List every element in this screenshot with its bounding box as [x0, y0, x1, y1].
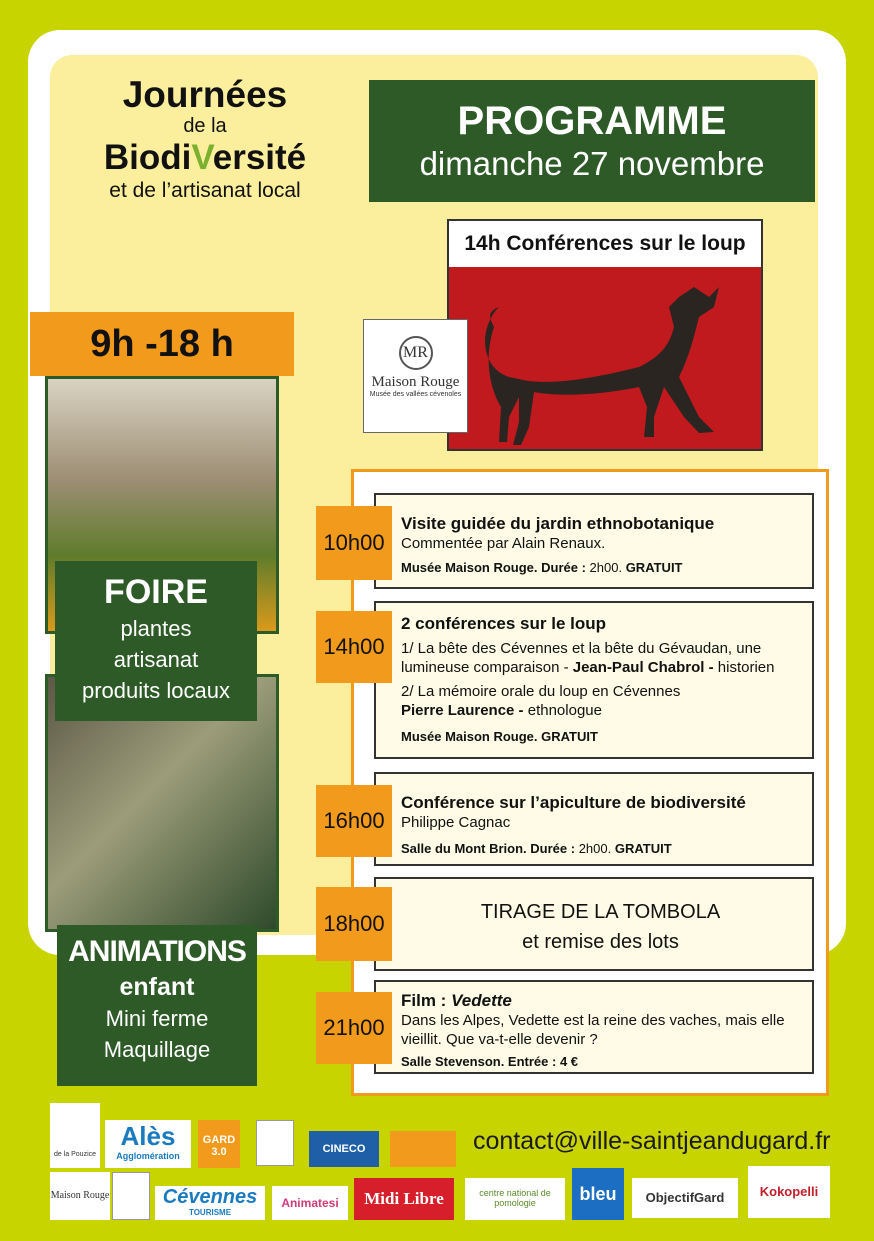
- event-description: Commentée par Alain Renaux.: [401, 535, 606, 552]
- mr-monogram-icon: MR: [399, 336, 433, 370]
- animations-item: Maquillage: [103, 1037, 211, 1062]
- leaf-icon: V: [191, 138, 213, 177]
- event-location: Salle Stevenson. Entrée : 4 €: [401, 1054, 579, 1069]
- brand-line-3: [60, 137, 350, 179]
- brand-word-end: ersité: [212, 138, 307, 177]
- event-description: 1/ La bête des Cévennes et la bête du Gévaudan, une lumineuse comparaison - Jean-Paul Chabrol - historien: [401, 640, 775, 676]
- programme-date: dimanche 27 novembre: [419, 145, 765, 182]
- animations-title: ANIMATIONS: [68, 935, 246, 968]
- event-title: Film : Vedette: [401, 991, 512, 1010]
- maison-rouge-logo: [363, 319, 468, 433]
- event-card: [374, 980, 814, 1074]
- event-title: Conférence sur l’apiculture de biodiversité: [401, 793, 746, 812]
- sun-logo: [390, 1131, 456, 1167]
- event-time: 21h00: [316, 992, 392, 1064]
- event-location: Musée Maison Rouge. GRATUIT: [401, 729, 598, 744]
- animations-item: Mini ferme: [105, 1006, 209, 1031]
- tower-logo: [112, 1172, 150, 1220]
- event-description: Dans les Alpes, Vedette est la reine des vaches, mais elle vieillit. Que va-t-elle devenir ?: [401, 1012, 785, 1048]
- brand-line-2: de la: [183, 115, 227, 137]
- ales-logo: Alès Agglomération: [105, 1120, 191, 1168]
- wolf-icon: [449, 267, 761, 449]
- brand-word-start: Biodi: [103, 138, 192, 177]
- event-location: Musée Maison Rouge. Durée : 2h00. GRATUIT: [401, 560, 683, 575]
- cevennes-logo: Cévennes TOURISME: [155, 1186, 265, 1220]
- foire-title: FOIRE: [104, 573, 208, 611]
- kokopelli-logo: Kokopelli: [748, 1166, 830, 1218]
- maison-rouge-small-logo: Maison Rouge: [50, 1172, 110, 1220]
- event-card: [374, 493, 814, 589]
- programme-title: PROGRAMME: [457, 99, 727, 143]
- animations-subtitle: enfant: [119, 973, 195, 1001]
- foire-box: [55, 561, 257, 721]
- event-time: 18h00: [316, 887, 392, 961]
- tombola-line: TIRAGE DE LA TOMBOLA: [480, 901, 721, 923]
- event-card: [374, 877, 814, 971]
- event-brand: [60, 75, 350, 203]
- event-time: 10h00: [316, 506, 392, 580]
- event-description: 2/ La mémoire orale du loup en Cévennes Pierre Laurence - ethnologue: [401, 683, 681, 719]
- event-card: [374, 772, 814, 866]
- brand-line-1: Journées: [122, 74, 288, 115]
- brand-line-4: et de l’artisanat local: [109, 179, 301, 202]
- foire-item: produits locaux: [82, 678, 230, 703]
- event-description: Philippe Cagnac: [401, 814, 511, 831]
- hours-banner: 9h -18 h: [30, 312, 294, 376]
- midi-libre-logo: Midi Libre: [354, 1178, 454, 1220]
- contact-email[interactable]: contact@ville-saintjeandugard.fr: [473, 1127, 831, 1155]
- event-title: Visite guidée du jardin ethnobotanique: [401, 514, 715, 533]
- gard-logo: GARD 3.0: [198, 1120, 240, 1168]
- event-time: 16h00: [316, 785, 392, 857]
- animations-box: [57, 925, 257, 1086]
- municipal-logo: [256, 1120, 294, 1166]
- wolf-sculpture-image: [449, 267, 761, 449]
- maison-name: Maison Rouge: [371, 374, 460, 390]
- tombola-line: et remise des lots: [522, 931, 679, 953]
- maison-subtitle: Musée des vallées cévenoles: [369, 391, 462, 398]
- event-title: 2 conférences sur le loup: [401, 614, 607, 633]
- event-time: 14h00: [316, 611, 392, 683]
- objectif-gard-logo: ObjectifGard: [632, 1178, 738, 1218]
- animatesi-logo: Animatesi: [272, 1186, 348, 1220]
- event-card: [374, 601, 814, 759]
- event-location: Salle du Mont Brion. Durée : 2h00. GRATUIT: [401, 841, 672, 856]
- cineco-logo: CINECO: [309, 1131, 379, 1167]
- pomologie-logo: centre national de pomologie: [465, 1178, 565, 1220]
- foire-item: plantes: [120, 616, 192, 641]
- foire-item: artisanat: [113, 647, 199, 672]
- parc-floral-logo: de la Pouzice: [50, 1103, 100, 1168]
- france-bleu-logo: bleu: [572, 1168, 624, 1220]
- conference-title: 14h Conférences sur le loup: [464, 232, 746, 255]
- conference-highlight: [447, 219, 763, 451]
- programme-header: [369, 80, 815, 202]
